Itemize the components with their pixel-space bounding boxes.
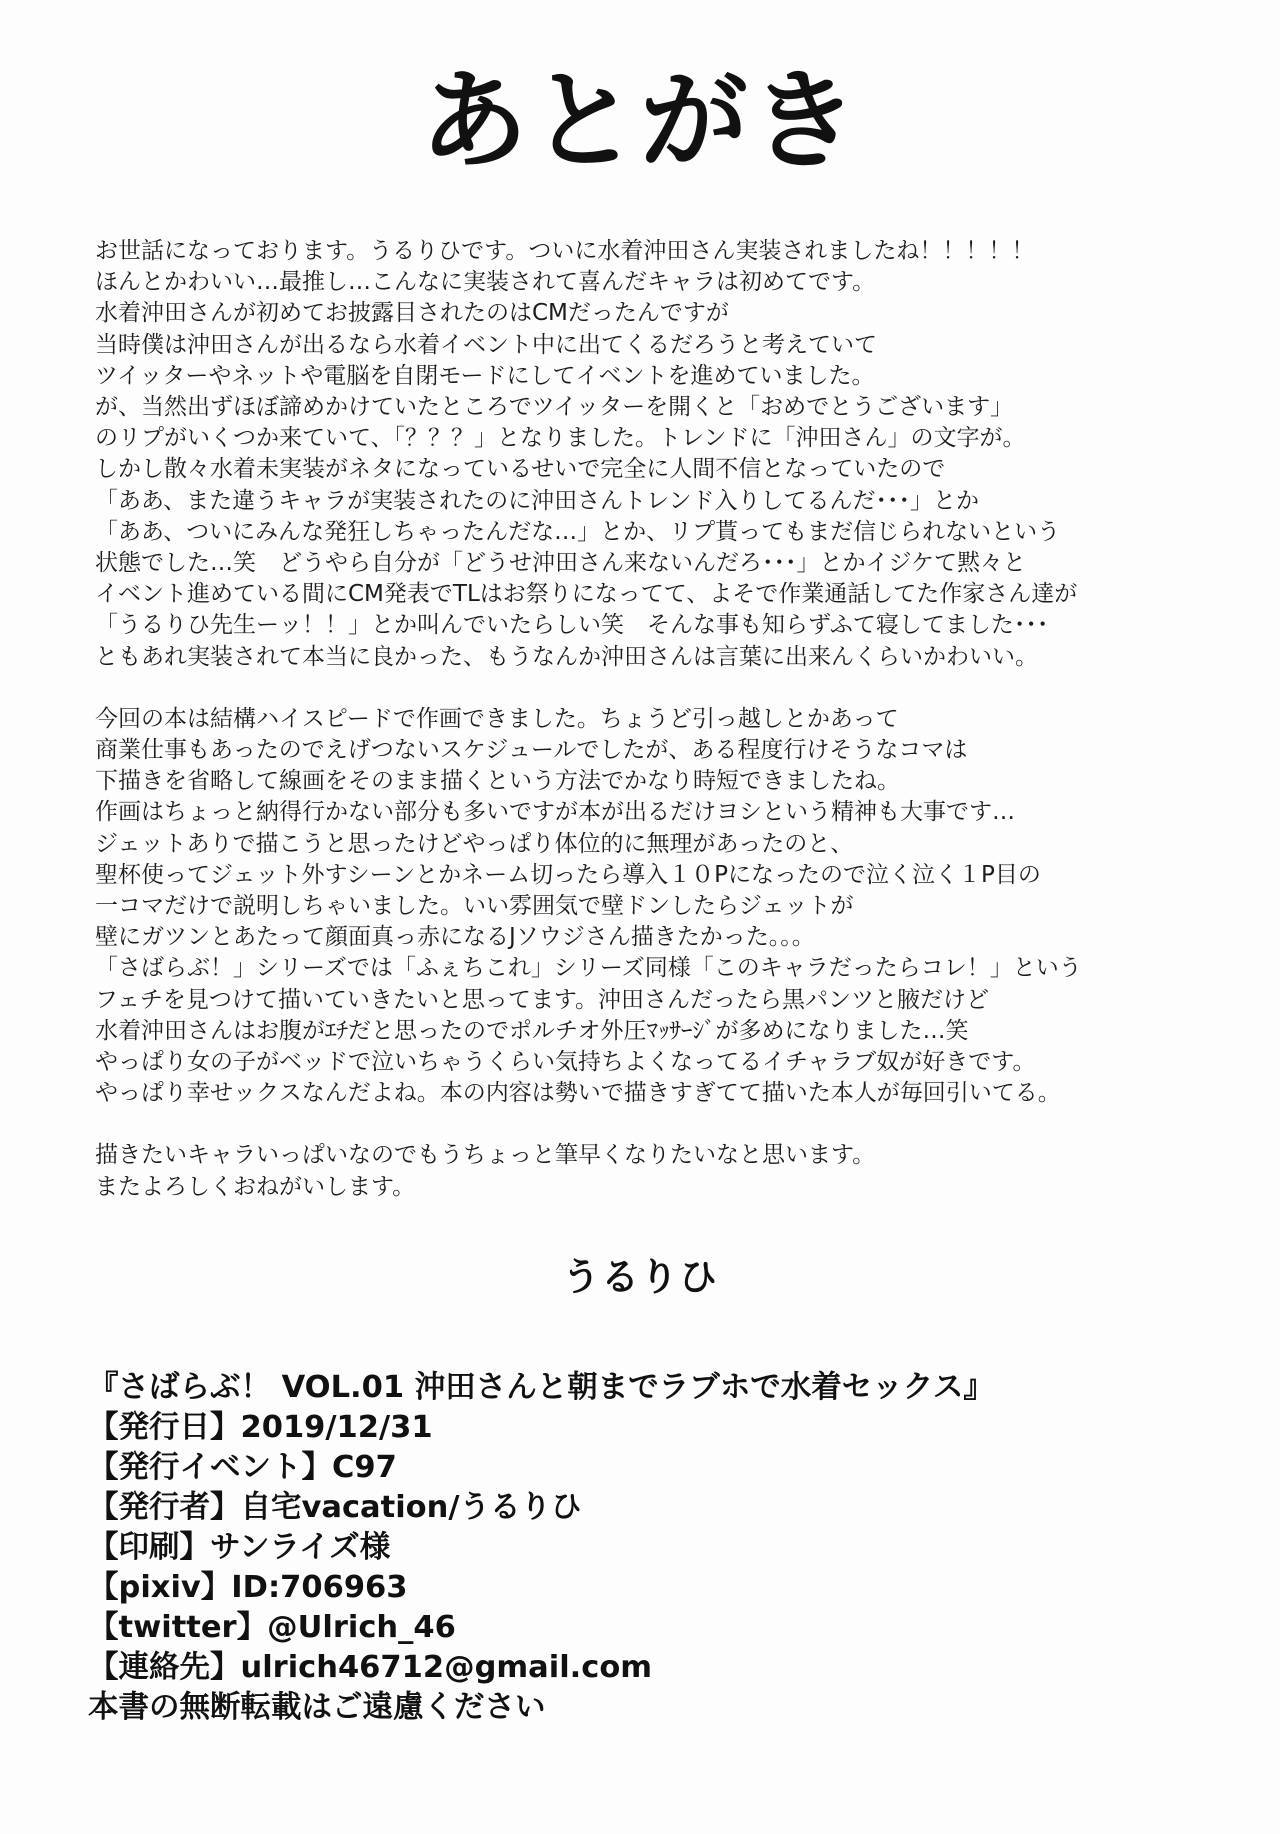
text-line: 当時僕は沖田さんが出るなら水着イベント中に出てくるだろうと考えていて (95, 331, 877, 358)
text-line: 「ああ、ついにみんな発狂しちゃったんだな…」とか、リプ貰ってもまだ信じられないという (95, 518, 1061, 545)
text-line: 「さばらぶ！」シリーズでは「ふぇちこれ」シリーズ同様「このキャラだったらコレ！」という (95, 955, 1082, 982)
text-line: 壁にガツンとあたって顔面真っ赤になるJソウジさん描きたかった。。。 (95, 924, 815, 951)
text-line: 状態でした…笑 どうやら自分が「どうせ沖田さん来ないんだろ･･･」とかイジケて黙々と (95, 550, 1027, 577)
text-line: ジェットありで描こうと思ったけどやっぱり体位的に無理があったのと、 (95, 830, 854, 857)
text-line: 作画はちょっと納得行かない部分も多いですが本が出るだけヨシという精神も大事です… (95, 799, 1015, 826)
text-line: 一コマだけで説明しちゃいました。いい雰囲気で壁ドンしたらジェットが (95, 893, 854, 920)
contact-email: 【連絡先】ulrich46712@gmail.com (88, 1650, 653, 1685)
text-line: やっぱり幸せックスなんだよね。本の内容は勢いで描きすぎてて描いた本人が毎回引いてる。 (95, 1080, 1061, 1107)
text-line: ともあれ実装されて本当に良かった、もうなんか沖田さんは言葉に出来んくらいかわいい。 (95, 643, 1038, 670)
text-line: イベント進めている間にCM発表でTLはお祭りになってて、よそで作業通話してた作家さん達が (95, 581, 1078, 608)
text-line: やっぱり女の子がベッドで泣いちゃうくらい気持ちよくなってるイチャラブ奴が好きです。 (95, 1049, 1036, 1076)
text-line: 商業仕事もあったのでえげつないスケジュールでしたが、ある程度行けそうなコマは (95, 737, 968, 764)
text-line: フェチを見つけて描いていきたいと思ってます。沖田さんだったら黒パンツと腋だけど (95, 986, 990, 1013)
text-line: 聖杯使ってジェット外すシーンとかネーム切ったら導入１０Pになったので泣く泣く１P目の (95, 861, 1041, 888)
paragraph-2 (95, 704, 1215, 1110)
text-line: またよろしくおねがいします。 (95, 1173, 416, 1200)
text-line: 描きたいキャラいっぱいなのでもうちょっと筆早くなりたいなと思います。 (95, 1142, 876, 1169)
author-signature: うるりひ (561, 1255, 718, 1299)
text-line: 水着沖田さんはお腹がｴﾁだと思ったのでポルチオ外圧ﾏｯｻｰｼﾞが多めになりました…笑 (95, 1017, 969, 1044)
book-title: 『さばらぶ！ VOL.01 沖田さんと朝までラブホで水着セックス』 (88, 1370, 994, 1405)
text-line: しかし散々水着未実装がネタになっているせいで完全に人間不信となっていたので (95, 456, 946, 483)
publisher: 【発行者】自宅vacation/うるりひ (88, 1490, 582, 1525)
text-line: お世話になっております。うるりひです。ついに水着沖田さん実装されましたね！！！！！ (95, 238, 1035, 264)
text-line: 「ああ、また違うキャラが実装されたのに沖田さんトレンド入りしてるんだ･･･」とか (95, 487, 980, 514)
text-line: ほんとかわいい…最推し…こんなに実装されて喜んだキャラは初めてです。 (95, 269, 876, 296)
text-line: 水着沖田さんが初めてお披露目されたのはCMだったんですが (95, 300, 729, 327)
pixiv-id: 【pixiv】ID:706963 (88, 1570, 408, 1605)
twitter-handle: 【twitter】@Ulrich_46 (88, 1610, 456, 1645)
text-line: 「うるりひ先生ーッ！！」とか叫んでいたらしい笑 そんな事も知らずふて寝してました･･･ (95, 612, 1049, 639)
text-line: 下描きを省略して線画をそのまま描くという方法でかなり時短できましたね。 (95, 768, 900, 795)
paragraph-3 (95, 1140, 1215, 1202)
publish-date: 【発行日】2019/12/31 (88, 1410, 433, 1445)
paragraph-1 (95, 236, 1215, 673)
text-line: のリプがいくつか来ていて、「？？？」となりました。トレンドに「沖田さん」の文字が。 (95, 425, 1026, 452)
publish-event: 【発行イベント】C97 (88, 1450, 397, 1485)
colophon (88, 1368, 1228, 1728)
text-line: 今回の本は結構ハイスピードで作画できました。ちょうど引っ越しとかあって (95, 705, 899, 732)
printer: 【印刷】サンライズ様 (88, 1530, 391, 1565)
afterword-body (95, 236, 1215, 1234)
text-line: が、当然出ずほぼ諦めかけていたところでツイッターを開くと「おめでとうございます」 (95, 394, 1014, 421)
page-title: あとがき (419, 59, 860, 184)
reprint-notice: 本書の無断転載はご遠慮ください (88, 1690, 546, 1725)
text-line: ツイッターやネットや電脳を自閉モードにしてイベントを進めていました。 (95, 362, 875, 389)
